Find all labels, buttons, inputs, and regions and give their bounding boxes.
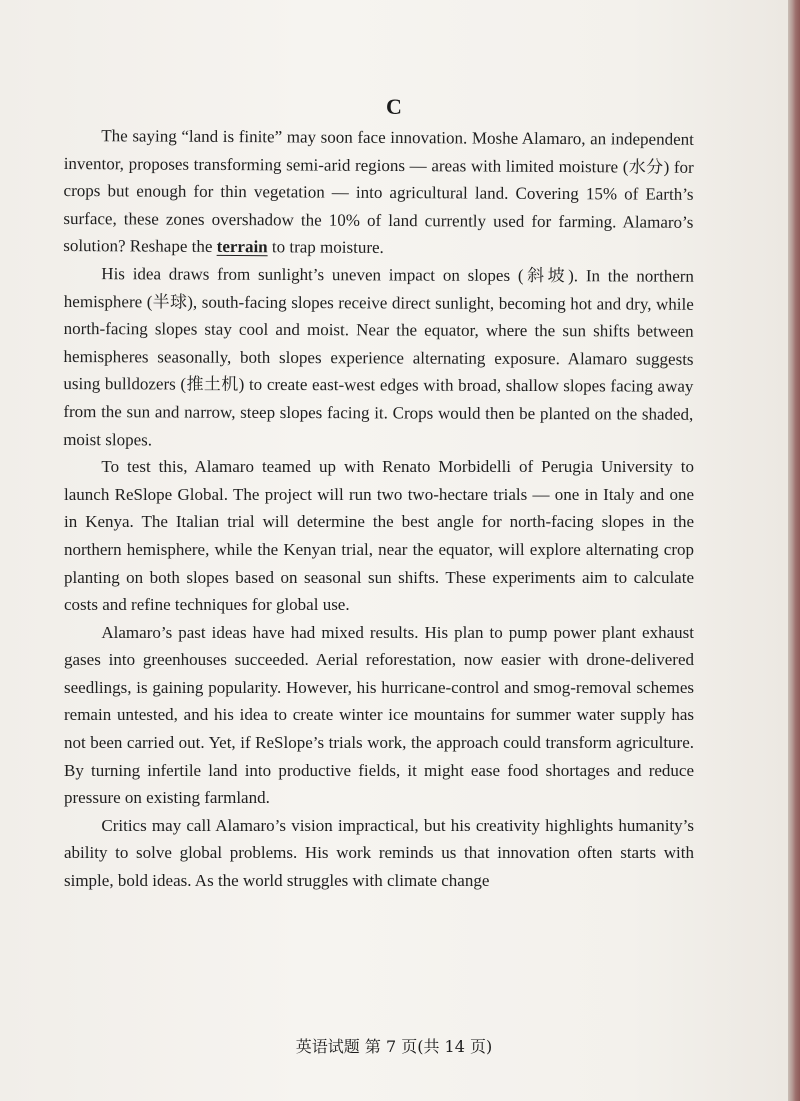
reading-passage (64, 122, 694, 895)
underlined-term: terrain (216, 237, 268, 257)
paragraph-5: Critics may call Alamaro’s vision impractical, but his creativity highlights humanity’s ability to solve global problems. His work reminds us that innovation often starts with simple, bold ideas. As the world struggles with climate change (64, 815, 694, 891)
section-letter: C (386, 94, 402, 119)
page-footer: 英语试题 第 7 页(共 14 页) (295, 1037, 493, 1056)
paragraph-1-text-start: The saying “land is finite” may soon face innovation. Moshe Alamaro, an independent inventor, proposes transforming semi-arid regions — areas with limited moisture (水分) for crops but enough for thin vegetation — into agricultural land. Covering 15% of Earth’s surface, these zones overshadow the 10% of land currently used for farming. Alamaro’s solution? Reshape the (63, 126, 694, 257)
paragraph-1 (63, 122, 694, 264)
paragraph-3: To test this, Alamaro teamed up with Renato Morbidelli of Perugia University to launch ReSlope Global. The project will run two two-hectare trials — one in Italy and one in Kenya. The Italian trial will determine the best angle for north-facing slopes in the northern hemisphere, while the Kenyan trial, near the equator, will explore alternating crop planting on both slopes based on seasonal sun shifts. These experiments aim to calculate costs and refine techniques for global use. (64, 457, 694, 615)
paragraph-1-text-end: to trap moisture. (267, 237, 384, 258)
page-binding-edge (788, 0, 800, 1101)
paragraph-2: His idea draws from sunlight’s uneven impact on slopes (斜坡). In the northern hemisphere (半球), south-facing slopes receive direct sunlight, becoming hot and dry, while north-facing slopes stay cool and moist. Near the equator, where the sun shifts between hemispheres seasonally, both slopes experience alternating exposure. Alamaro suggests using bulldozers (推土机) to create east-west edges with broad, shallow slopes facing away from the sun and narrow, steep slopes facing it. Crops would then be planted on the shaded, moist slopes. (63, 264, 694, 449)
paragraph-4: Alamaro’s past ideas have had mixed results. His plan to pump power plant exhaust gases into greenhouses succeeded. Aerial reforestation, now easier with drone-delivered seedlings, is gaining popularity. However, his hurricane-control and smog-removal schemes remain untested, and his idea to create winter ice mountains for summer water supply has not been carried out. Yet, if ReSlope’s trials work, the approach could transform agriculture. By turning infertile land into productive fields, it might ease food shortages and reduce pressure on existing farmland. (64, 622, 694, 808)
